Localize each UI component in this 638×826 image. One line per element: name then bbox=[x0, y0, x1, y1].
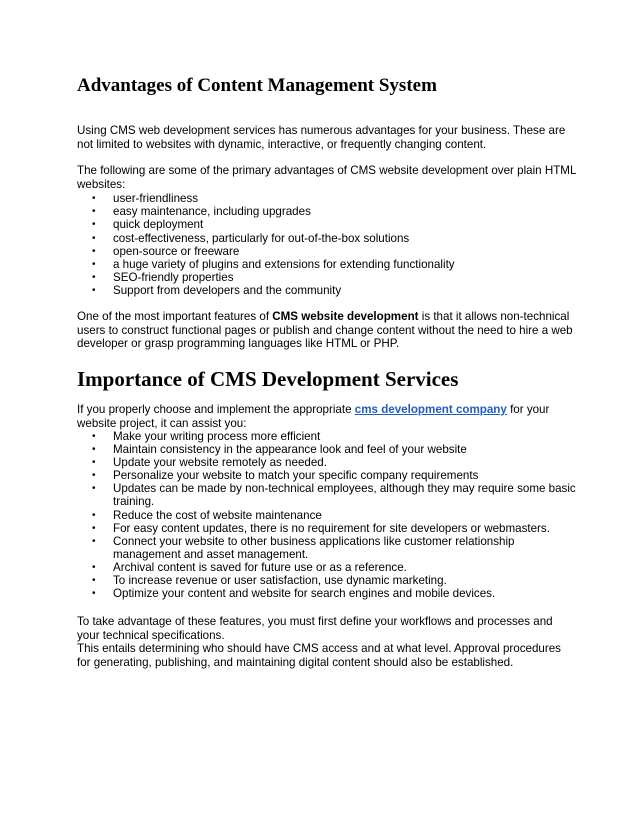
list-item: • open-source or freeware bbox=[92, 244, 240, 258]
bullet-icon: • bbox=[92, 285, 96, 297]
bullet-icon: • bbox=[92, 470, 96, 482]
bullet-icon: • bbox=[92, 272, 96, 284]
bullet-icon: • bbox=[92, 193, 96, 204]
bullet-icon: • bbox=[92, 483, 96, 495]
list-item: • For easy content updates, there is no requirement for site developers or webmasters. bbox=[92, 521, 550, 535]
list-item: • Optimize your content and website for search engines and mobile devices. bbox=[92, 587, 496, 601]
list-item: • Update your website remotely as needed. bbox=[92, 456, 327, 470]
closing-paragraph-1: To take advantage of these features, you must first define your workflows and processes and your technical specifications. bbox=[77, 615, 553, 642]
heading-advantages: Advantages of Content Management System bbox=[77, 75, 437, 96]
bullet-icon: • bbox=[92, 245, 96, 257]
bullet-icon: • bbox=[92, 509, 96, 521]
list-item: • Personalize your website to match your specific company requirements bbox=[92, 469, 479, 483]
list-item: • Connect your website to other business applications like customer relationship management and asset management. bbox=[92, 534, 515, 561]
bold-cms-website-development: CMS website development bbox=[272, 310, 419, 323]
list-item: • Archival content is saved for future use or as a reference. bbox=[92, 560, 407, 574]
bullet-icon: • bbox=[92, 575, 96, 587]
list-item: • Updates can be made by non-technical employees, although they may require some basic training. bbox=[92, 482, 576, 509]
bullet-icon: • bbox=[92, 535, 96, 547]
heading-importance: Importance of CMS Development Services bbox=[77, 367, 459, 391]
bullet-icon: • bbox=[92, 259, 96, 271]
intro-paragraph: Using CMS web development services has numerous advantages for your business. These are not limited to websites with dynamic, interactive, or frequently changing content. bbox=[77, 124, 566, 151]
list-item: • quick deployment bbox=[92, 218, 204, 232]
bullet-icon: • bbox=[92, 561, 96, 573]
list-item: • SEO-friendly properties bbox=[92, 271, 234, 285]
bullet-icon: • bbox=[92, 522, 96, 534]
bullet-icon: • bbox=[92, 588, 96, 600]
cms-features-paragraph: One of the most important features of CMS website development is that it allows non-technical users to construct functional pages or publish and change content without the need to hire a web developer or grasp programming languages like HTML or PHP. bbox=[77, 310, 573, 350]
list-item: • To increase revenue or user satisfaction, use dynamic marketing. bbox=[92, 574, 447, 588]
closing-paragraph-2: This entails determining who should have CMS access and at what level. Approval procedures for generating, publishing, and maintaining digital content should also be established. bbox=[77, 642, 561, 669]
list-item: • Support from developers and the community bbox=[92, 284, 342, 298]
importance-intro-paragraph: If you properly choose and implement the appropriate cms development company for your website project, it can assist you: bbox=[77, 403, 550, 430]
list-item: • user-friendliness bbox=[92, 192, 199, 205]
bullet-icon: • bbox=[92, 206, 96, 218]
list-item: • Reduce the cost of website maintenance bbox=[92, 508, 322, 522]
bullet-icon: • bbox=[92, 232, 96, 244]
bullet-icon: • bbox=[92, 457, 96, 469]
bullet-icon: • bbox=[92, 431, 96, 442]
list-item: • Make your writing process more efficient bbox=[92, 430, 321, 443]
cms-development-company-link[interactable]: cms development company bbox=[354, 403, 507, 416]
bullet-icon: • bbox=[92, 219, 96, 231]
list-item: • a huge variety of plugins and extensions for extending functionality bbox=[92, 258, 455, 272]
list-intro-paragraph: The following are some of the primary advantages of CMS website development over plain HTML websites: bbox=[77, 164, 576, 191]
list-item: • cost-effectiveness, particularly for out-of-the-box solutions bbox=[92, 231, 410, 245]
bullet-icon: • bbox=[92, 444, 96, 456]
advantages-list bbox=[77, 192, 577, 298]
importance-list bbox=[77, 430, 577, 600]
list-item: • easy maintenance, including upgrades bbox=[92, 205, 311, 219]
list-item: • Maintain consistency in the appearance look and feel of your website bbox=[92, 443, 467, 457]
